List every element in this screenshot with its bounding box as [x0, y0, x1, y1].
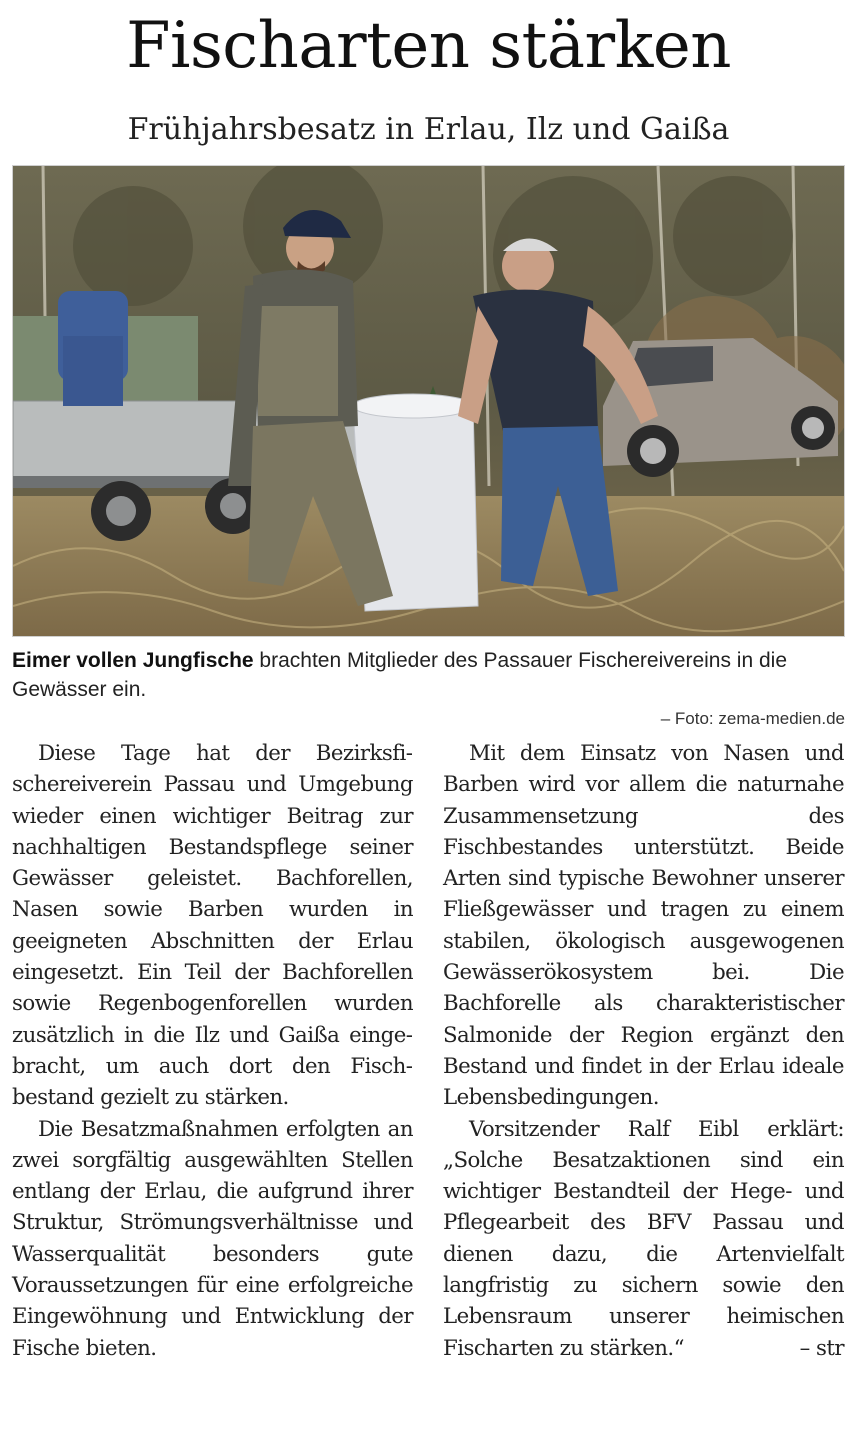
paragraph [443, 1114, 844, 1364]
paragraph: Diese Tage hat der Bezirksfischereiverein Passau und Umgebung wieder einen wichtiger Beitrag zur nachhaltigen Bestandspflege seiner Gewässer geleistet. Bachforellen, Nasen sowie Barben wurden in geeigneten Abschnitten der Erlau eingesetzt. Ein Teil der Bachforellen sowie Regenbogenforellen wurden zusätzlich in die Ilz und Gaißa eingebracht, um auch dort den Fischbestand gezielt zu stärken. [12, 741, 413, 1111]
paragraph: Mit dem Einsatz von Nasen und Barben wird vor allem die naturnahe Zusammensetzung des Fischbestandes unterstützt. Beide Arten sind typische Bewohner unserer Fließgewässer und tragen zu einem stabilen, ökologisch ausgewogenen Gewässerökosystem bei. Die Bachforelle als charakteristischer Salmonide der Region ergänzt den Bestand und findet in der Erlau ideale Lebensbedingungen. [443, 741, 844, 1111]
author-signature: – str [799, 1335, 844, 1361]
photo-credit: – Foto: zema-medien.de [660, 709, 845, 728]
column-right [443, 738, 844, 1364]
caption-lead: Eimer vollen Jungfische [12, 649, 254, 672]
article-body [12, 738, 845, 1364]
paragraph: Die Besatzmaßnahmen erfolgten an zwei sorgfältig ausgewählten Stellen entlang der Erlau, die aufgrund ihrer Struktur, Strömungsverhältnisse und Wasserqualität besonders gute Voraussetzungen für eine erfolgreiche Eingewöhnung und Entwicklung der Fische bieten. [12, 1116, 413, 1361]
article-photo [12, 165, 845, 637]
column-left [12, 738, 413, 1364]
photo-caption [12, 646, 845, 733]
quote-text: Vorsitzender Ralf Eibl erklärt: „Solche Besatzaktionen sind ein wichtiger Bestandteil der Hege- und Pflegearbeit des BFV Passau und dienen dazu, die Artenvielfalt langfristig zu sichern sowie den Lebensraum unserer heimischen Fischarten zu stärken.“ [443, 1116, 844, 1361]
subheadline: Frühjahrsbesatz in Erlau, Ilz und Gaißa [127, 112, 730, 147]
caption-text: brachten Mitglieder des Passauer Fischereivereins in die Gewässer ein. [12, 649, 788, 701]
headline: Fischarten stärken [126, 9, 731, 83]
